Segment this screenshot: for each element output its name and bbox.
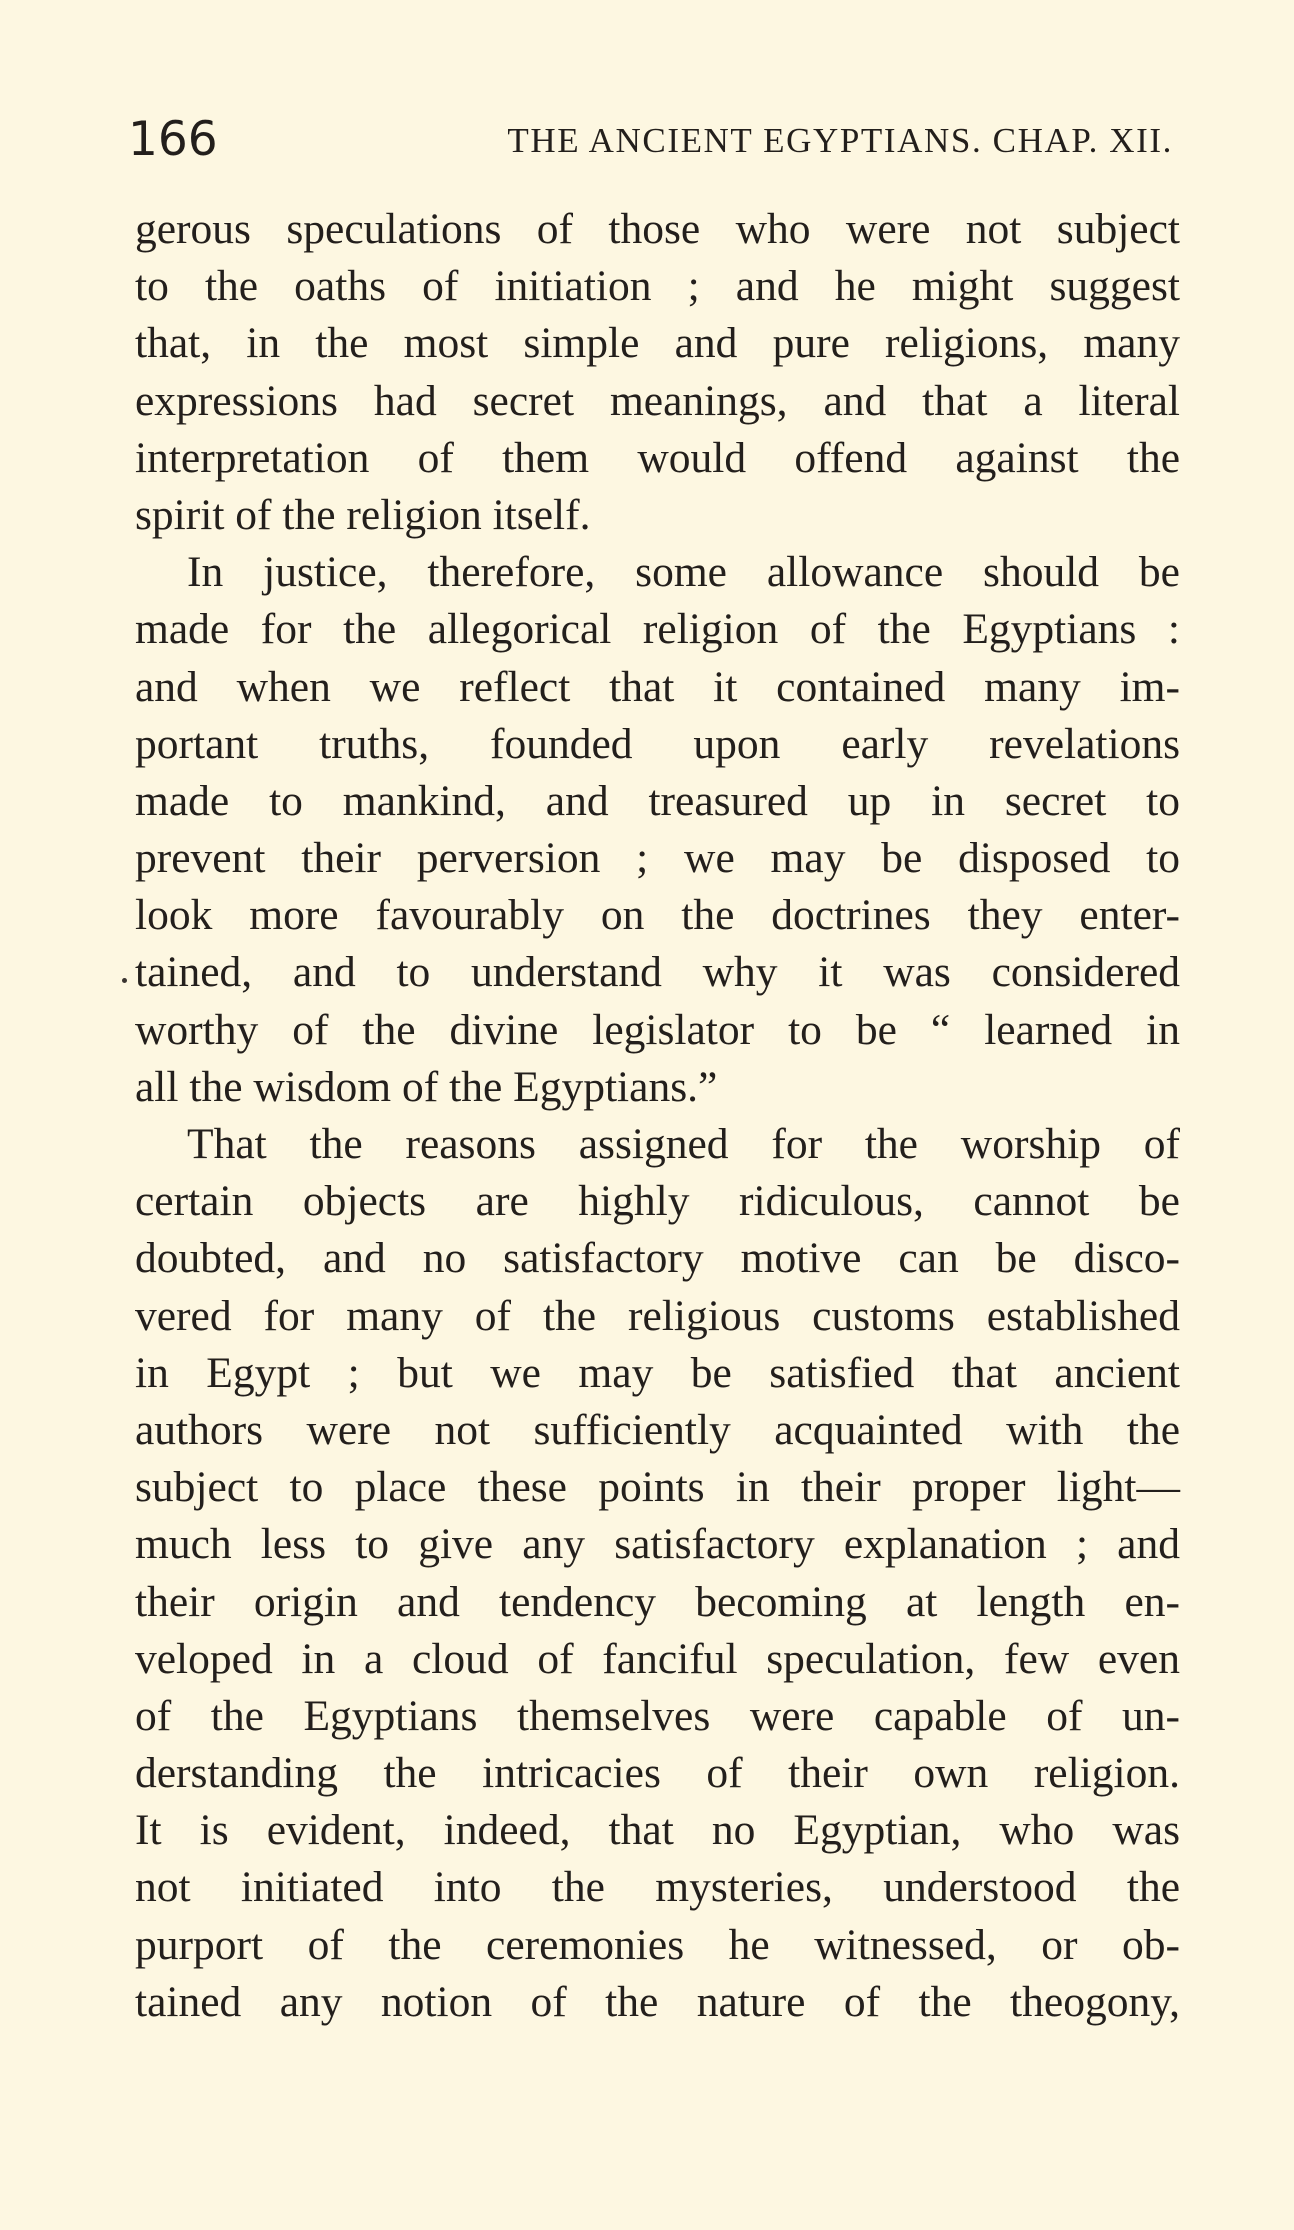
text-line: of the Egyptians themselves were capable of un- [135,1691,1180,1740]
text-line: It is evident, indeed, that no Egyptian, who was [135,1806,1180,1855]
text-line: interpretation of them would offend against the [135,433,1180,482]
text-line: In justice, therefore, some allowance should be [187,548,1180,597]
page-number: 166 [128,112,218,167]
text-line: made to mankind, and treasured up in secret to [135,776,1180,825]
text-line: derstanding the intricacies of their own religion. [135,1749,1180,1798]
text-line: expressions had secret meanings, and that a literal [135,376,1180,425]
text-line: worthy of the divine legislator to be “ learned in [135,1005,1180,1054]
text-line: veloped in a cloud of fanciful speculation, few even [135,1634,1180,1683]
text-line: certain objects are highly ridiculous, cannot be [135,1177,1180,1226]
text-line: made for the allegorical religion of the Egyptians : [135,605,1180,654]
text-line: portant truths, founded upon early revelations [135,719,1180,768]
text-line: vered for many of the religious customs established [135,1291,1180,1340]
text-line: all the wisdom of the Egyptians.” [135,1062,718,1111]
text-line: that, in the most simple and pure religions, many [135,319,1180,368]
text-line: spirit of the religion itself. [135,490,591,539]
text-line: and when we reflect that it contained many im- [135,662,1180,711]
text-line: to the oaths of initiation ; and he might suggest [135,262,1180,311]
text-line: That the reasons assigned for the worship of [187,1120,1180,1168]
body-text [135,201,1180,2031]
text-line: subject to place these points in their proper light— [135,1463,1180,1512]
text-line: authors were not sufficiently acquainted with the [135,1405,1180,1454]
page-header [128,110,1173,170]
text-line: look more favourably on the doctrines they enter- [135,891,1180,940]
margin-mark [122,978,127,983]
text-line: in Egypt ; but we may be satisfied that ancient [135,1348,1180,1397]
text-line: tained any notion of the nature of the theogony, [135,1977,1180,2026]
text-line: much less to give any satisfactory explanation ; and [135,1520,1180,1569]
text-line: prevent their perversion ; we may be disposed to [135,834,1180,883]
text-line: doubted, and no satisfactory motive can be disco- [135,1234,1180,1283]
running-head: THE ANCIENT EGYPTIANS. CHAP. XII. [507,121,1173,160]
text-line: gerous speculations of those who were not subject [135,205,1180,253]
text-line: tained, and to understand why it was considered [135,948,1180,997]
text-line: not initiated into the mysteries, understood the [135,1863,1180,1912]
text-line: their origin and tendency becoming at length en- [135,1577,1180,1626]
text-line: purport of the ceremonies he witnessed, or ob- [135,1920,1180,1969]
